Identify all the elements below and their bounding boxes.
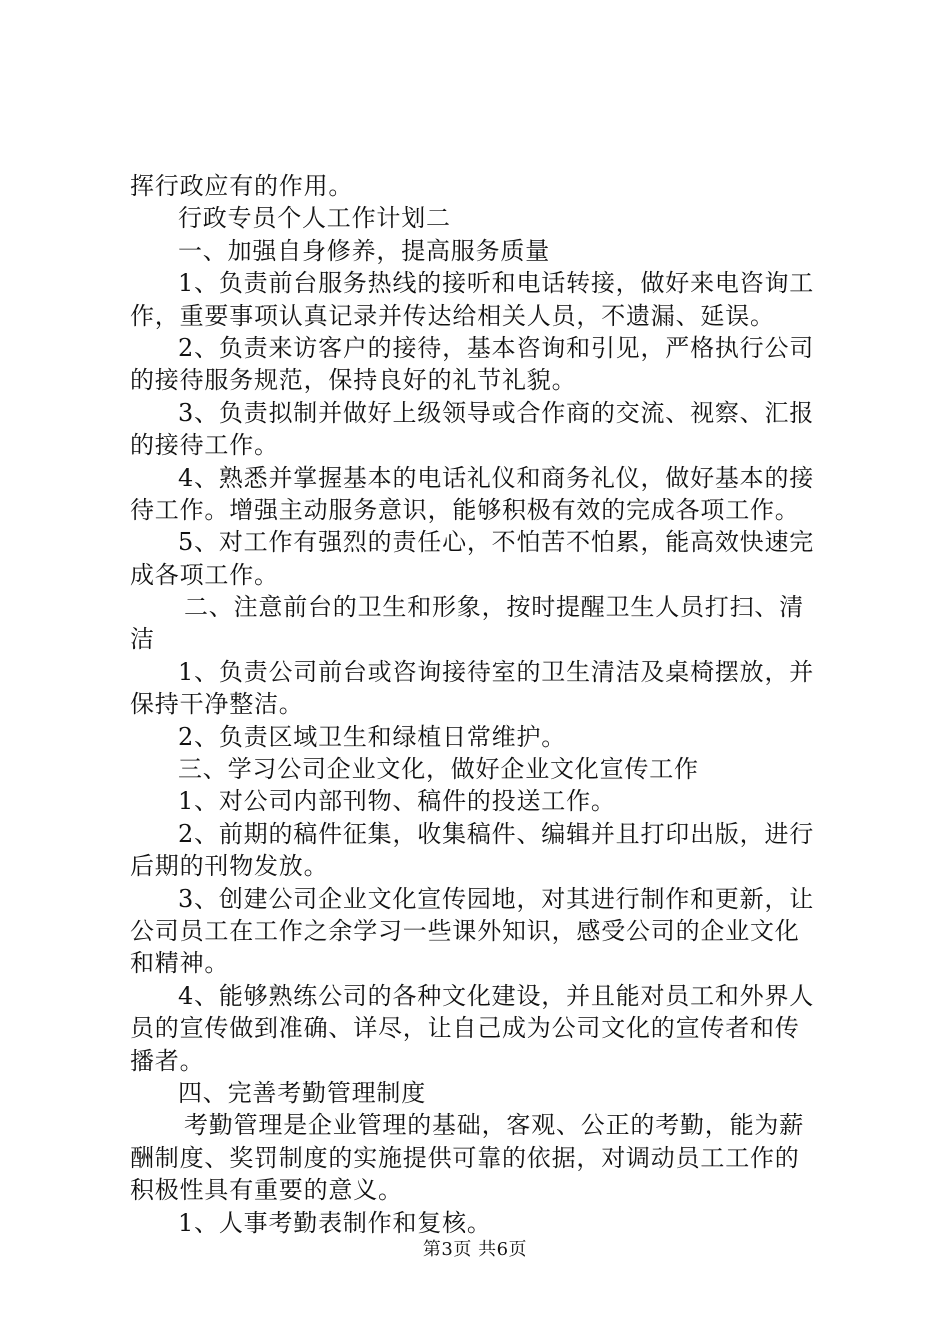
- text-line: 后期的刊物发放。: [130, 852, 329, 881]
- text-line: 积极性具有重要的意义。: [130, 1176, 403, 1205]
- text-line: 保持干净整洁。: [130, 690, 304, 719]
- text-line: 5、对工作有强烈的责任心，不怕苦不怕累，能高效快速完: [178, 528, 815, 557]
- text-line: 二、注意前台的卫生和形象，按时提醒卫生人员打扫、清: [184, 593, 804, 622]
- text-line: 酬制度、奖罚制度的实施提供可靠的依据，对调动员工工作的: [130, 1143, 800, 1172]
- text-line: 的接待工作。: [130, 431, 279, 460]
- text-line: 4、熟悉并掌握基本的电话礼仪和商务礼仪，做好基本的接: [178, 463, 815, 492]
- text-line: 行政专员个人工作计划二: [178, 204, 451, 233]
- text-line: 3、创建公司企业文化宣传园地，对其进行制作和更新，让: [178, 884, 815, 913]
- text-line: 1、人事考勤表制作和复核。: [178, 1208, 492, 1237]
- text-line: 四、完善考勤管理制度: [178, 1078, 426, 1107]
- text-line: 一、加强自身修养，提高服务质量: [178, 236, 550, 265]
- text-line: 待工作。增强主动服务意识，能够积极有效的完成各项工作。: [130, 495, 800, 524]
- text-line: 的接待服务规范，保持良好的礼节礼貌。: [130, 366, 577, 395]
- text-line: 挥行政应有的作用。: [130, 172, 354, 200]
- text-line: 员的宣传做到准确、详尽，让自己成为公司文化的宣传者和传: [130, 1014, 800, 1043]
- text-line: 1、负责前台服务热线的接听和电话转接，做好来电咨询工: [178, 269, 815, 298]
- text-line: 公司员工在工作之余学习一些课外知识，感受公司的企业文化: [130, 916, 800, 945]
- text-line: 2、前期的稿件征集，收集稿件、编辑并且打印出版，进行: [178, 819, 815, 848]
- text-line: 播者。: [130, 1046, 205, 1075]
- text-line: 3、负责拟制并做好上级领导或合作商的交流、视察、汇报: [178, 398, 815, 427]
- page-footer: 第3页 共6页: [422, 1239, 528, 1260]
- text-line: 洁: [130, 625, 155, 654]
- text-line: 和精神。: [130, 949, 230, 978]
- text-line: 2、负责来访客户的接待，基本咨询和引见，严格执行公司: [178, 333, 815, 362]
- text-line: 三、学习公司企业文化，做好企业文化宣传工作: [178, 755, 699, 784]
- document-body: [130, 170, 830, 1239]
- text-line: 考勤管理是企业管理的基础，客观、公正的考勤，能为薪: [184, 1111, 804, 1140]
- text-line: 1、对公司内部刊物、稿件的投送工作。: [178, 787, 616, 816]
- text-line: 4、能够熟练公司的各种文化建设，并且能对员工和外界人: [178, 981, 815, 1010]
- text-line: 成各项工作。: [130, 560, 279, 589]
- text-line: 2、负责区域卫生和绿植日常维护。: [178, 722, 567, 751]
- text-line: 作，重要事项认真记录并传达给相关人员，不遗漏、延误。: [130, 301, 775, 330]
- text-line: 1、负责公司前台或咨询接待室的卫生清洁及桌椅摆放，并: [178, 657, 815, 686]
